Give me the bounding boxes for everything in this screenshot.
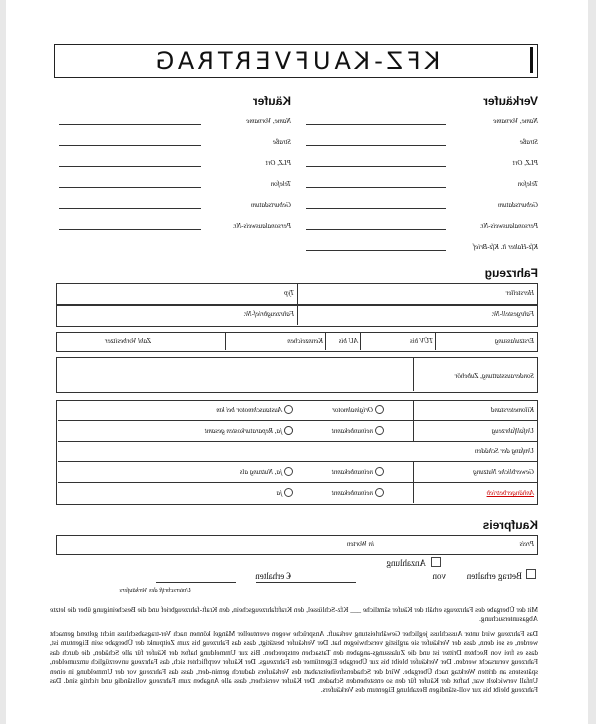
- accident-yes-radio[interactable]: [284, 426, 293, 435]
- deposit-amount-line[interactable]: [256, 582, 356, 583]
- vehicle-plate-label: Kennzeichen: [287, 337, 323, 345]
- vehicle-extras-divider: [413, 357, 414, 391]
- condition-vdiv-4: [413, 461, 414, 503]
- buyer-line-birth[interactable]: [59, 208, 201, 209]
- seller-field-holder: Kfz-Halter lt. Kfz-Brief: [473, 243, 538, 251]
- vehicle-row3-div3: [325, 332, 326, 350]
- original-engine-radio[interactable]: [375, 405, 384, 414]
- deposit-label: Anzahlung: [386, 558, 426, 568]
- seller-field-name: Name, Vorname: [493, 117, 538, 125]
- condition-sep4: [58, 482, 538, 483]
- original-engine-label: Originalmotor: [332, 406, 373, 414]
- seller-line-id[interactable]: [306, 229, 446, 230]
- seller-line-phone[interactable]: [306, 187, 446, 188]
- buyer-line-name[interactable]: [59, 124, 201, 125]
- buyer-field-city: PLZ, Ort: [265, 159, 291, 167]
- vehicle-heading: Fahrzeug: [484, 266, 538, 280]
- accident-yes-label: ja, Reparaturkosten gesamt: [204, 427, 282, 435]
- received-from-label: von: [432, 571, 446, 581]
- buyer-heading: Käufer: [252, 94, 291, 108]
- trailer-no-radio[interactable]: [375, 488, 384, 497]
- buyer-line-city[interactable]: [59, 166, 201, 167]
- buyer-field-name: Name, Vorname: [246, 117, 291, 125]
- buyer-field-id: Personalausweis-Nr.: [232, 222, 291, 230]
- trailer-no-label: nein: [360, 489, 373, 497]
- condition-sep1: [58, 420, 538, 421]
- deposit-checkbox[interactable]: [431, 557, 441, 567]
- price-label: Preis: [519, 540, 534, 548]
- seller-field-street: Straße: [519, 138, 538, 146]
- buyer-field-phone: Telefon: [270, 180, 291, 188]
- seller-signature-label: Unterschrift des Verkäufers: [119, 587, 191, 594]
- vehicle-owners-label: Zahl Vorbesitzer: [104, 337, 151, 345]
- terms-paragraph-2: Das Fahrzeug wird unter Ausschluss jeglicher Gewährleistung verkauft. Ansprüche wegen eventueller Mängel können nach Ver-tragsabschluss nicht geltend gemacht werden, es sei denn, dass der Verkäufer sie arglistig verschwiegen hat. Der Verkäufer bestätigt, dass das Fahrzeug bis zum Zeitpunkt der Übergabe sein Eigentum ist, dass es frei von Rechten Dritter ist und die Zulassungs-angaben den Tatsachen entsprechen. Bis zur Ummeldung haftet der Käufer für alle Schäden, die durch das Fahrzeug verursacht werden. Der Verkäufer bleibt bis zur Übergabe Eigentümer des Fahrzeugs. Der Käufer verpflichtet sich, das Fahrzeug unverzüglich umzumelden, spätestens an dritten Werktag nach Übergabe. Wird der Schadensfreiheitsrabatt des Verkäufers dadurch gemin-dert, dass das Fahrzeug vor der Ummeldung in einen Unfall verwickelt war, haftet der Käufer für den so entstehenden Schaden. Der Käufer versichert, dass alle Angaben zum Fahrzeug vollständig und richtig sind. Das Fahrzeug bleibt bis zur voll-ständigen Bezahlung Eigentum des Verkäufers.: [50, 630, 538, 695]
- trailer-yes-radio[interactable]: [284, 488, 293, 497]
- vehicle-row1-divider: [297, 283, 298, 304]
- seller-line-city[interactable]: [306, 166, 446, 167]
- km-label: Kilometerstand: [490, 406, 534, 414]
- vehicle-row3-div1: [435, 332, 436, 350]
- trailer-label: Anhängerbetrieb: [486, 489, 534, 497]
- received-signature-line[interactable]: [156, 582, 236, 583]
- title-box: [54, 44, 538, 78]
- commercial-unknown-label: unbekannt: [331, 468, 361, 476]
- price-heading: Kaufpreis: [482, 518, 538, 532]
- vehicle-extras-label: Sonderausstattung, Zubehör: [454, 372, 534, 380]
- vehicle-au-label: AU bis: [338, 337, 358, 345]
- seller-field-city: PLZ, Ort: [512, 159, 538, 167]
- vehicle-chassis-label: Fahrgestell-Nr.: [491, 310, 534, 318]
- buyer-line-id[interactable]: [59, 229, 201, 230]
- condition-sep3: [58, 461, 538, 462]
- vehicle-row2-divider: [297, 304, 298, 325]
- buyer-line-phone[interactable]: [59, 187, 201, 188]
- commercial-yes-radio[interactable]: [284, 467, 293, 476]
- vehicle-manufacturer-label: Hersteller: [505, 289, 534, 297]
- buyer-line-street[interactable]: [59, 145, 201, 146]
- commercial-label: Gewerbliche Nutzung: [473, 468, 534, 476]
- condition-vdiv-1: [413, 400, 414, 420]
- seller-line-birth[interactable]: [306, 208, 446, 209]
- vehicle-brief-label: Fahrzeugbrief-Nr.: [243, 310, 294, 318]
- seller-field-phone: Telefon: [517, 180, 538, 188]
- buyer-field-birth: Geburtsdatum: [250, 201, 291, 209]
- commercial-no-label: nein: [360, 468, 373, 476]
- condition-vdiv-2: [413, 420, 414, 441]
- seller-line-holder[interactable]: [306, 250, 446, 251]
- received-label: Betrag erhalten: [466, 571, 522, 581]
- commercial-no-radio[interactable]: [375, 467, 384, 476]
- trailer-yes-label: ja: [276, 489, 282, 497]
- trailer-unknown-label: unbekannt: [331, 489, 361, 497]
- seller-line-name[interactable]: [306, 124, 446, 125]
- buyer-field-street: Straße: [272, 138, 291, 146]
- vehicle-type-label: Typ: [284, 289, 294, 297]
- received-checkbox[interactable]: [526, 569, 536, 579]
- accident-no-radio[interactable]: [375, 426, 384, 435]
- accident-label: Unfallfahrzeug: [491, 427, 534, 435]
- accident-no-label: nein: [360, 427, 373, 435]
- accident-unknown-label: unbekannt: [331, 427, 361, 435]
- title-cursor-bar: [530, 47, 533, 73]
- vehicle-firstreg-label: Erstzulassung: [494, 337, 534, 345]
- exchange-engine-radio[interactable]: [284, 405, 293, 414]
- terms-paragraph-1: Mit der Übergabe des Fahrzeugs erhält der Käufer sämtliche ___ Kfz-Schlüssel, den Kraftfahrzeugschein, den Kraft-fahrzeugbrief und die Bescheinigung über die letzte Abgasuntersuchung.: [50, 606, 538, 624]
- price-box[interactable]: [56, 535, 538, 555]
- seller-line-street[interactable]: [306, 145, 446, 146]
- exchange-engine-label: Austauschmotor bei km: [216, 406, 282, 414]
- damage-label: Umfang der Schäden: [474, 447, 534, 455]
- received-euro-label: € erhalten: [255, 571, 291, 581]
- vehicle-row3-div4: [225, 332, 226, 350]
- vehicle-row3-div2: [360, 332, 361, 350]
- commercial-yes-label: ja, Nutzung als: [239, 468, 282, 476]
- seller-heading: Verkäufer: [483, 94, 538, 108]
- condition-table: [56, 400, 538, 505]
- price-in-words-label: in Worten: [346, 540, 374, 548]
- seller-field-birth: Geburtsdatum: [497, 201, 538, 209]
- vehicle-tuv-label: TÜV bis: [409, 337, 433, 345]
- page-title: KFZ-KAUFVERTRAG: [151, 47, 441, 75]
- seller-field-id: Personalausweis-Nr.: [479, 222, 538, 230]
- condition-sep2: [58, 441, 538, 442]
